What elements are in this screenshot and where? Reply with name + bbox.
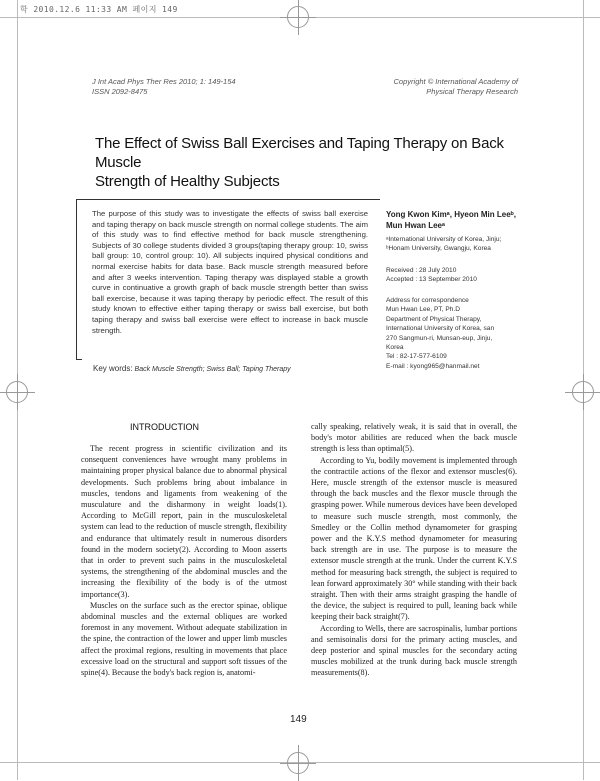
registration-mark-right-icon xyxy=(572,381,594,403)
page-number: 149 xyxy=(290,714,307,725)
correspondence-address: 270 Sangmun-ri, Munsan-eup, Jinju, xyxy=(386,334,493,342)
keywords xyxy=(93,364,291,373)
keywords-label: Key words: xyxy=(93,364,133,373)
accepted-date: Accepted : 13 September 2010 xyxy=(386,276,477,284)
journal-issn: ISSN 2092-8475 xyxy=(92,87,148,96)
correspondence-heading: Address for correspondence xyxy=(386,297,469,304)
article-dates xyxy=(386,266,520,285)
journal-citation xyxy=(92,77,236,97)
intro-paragraph-4: According to Yu, bodily movement is implemented through the contractile actions of the flexor and extensor muscles(6). Here, muscle strength of the extensor muscle is measured through the back muscles and the flexor muscle through the grasping power. While numerous devices have been developed to measure such muscle strength, most commonly, the Smedley or the Collin method dynamometer for grasping power and the K.Y.S method dynamometer for measuring back strength are in use. The purpose is to measure the extensor muscle strength at the trunk. Under the current K.Y.S method for measuring back strength, the subject is required to lean forward approximately 30° while standing with their back straight. Then with their arms straight grasping the handle of the device, the subject is required to pull, leaning back while keeping their back straight(7). xyxy=(311,455,517,622)
author-line-2: Mun Hwan Leeᵃ xyxy=(386,221,446,230)
intro-paragraph-2: Muscles on the surface such as the erector spinae, oblique abdominal muscles and the external obliques are worked foremost in any movement. Without adequate stabilization in the spine, the contraction of the lower and upper limb muscles affect the proximal regions, resulting in movements that place excessive load on the structural and support soft tissues of the spine(4). Because the body's back region is, anatomi- xyxy=(81,600,287,678)
print-timestamp: 학 2010.12.6 11:33 AM 페이지 149 xyxy=(20,5,178,14)
abstract-frame-bottom-rule xyxy=(76,359,82,360)
copyright-line-1: Copyright © International Academy of xyxy=(393,77,518,86)
journal-name: J Int Acad Phys Ther Res 2010; 1: 149-154 xyxy=(92,77,236,86)
body-column-left xyxy=(81,443,287,678)
abstract-text: The purpose of this study was to investigate the effects of swiss ball exercise and taping therapy on back muscle strength on normal college students. The aim of this study was to find effective method for back muscle strengthening. Subjects of 30 college students divided 3 groups(taping therapy group: 10, swiss ball group: 10, control group: 10). All subjects inquired physical conditions and normal exercise habits for data base. Back muscle strength measured before and after 3 weeks intervention. Taping therapy was displayed stable a growth curve in continuative a growth graph of back muscle strength better than swiss ball exercise, because it was taping therapy by periodic effect. The result of this study known to effective either taping therapy or swiss ball exercise, but both taping therapy and swiss ball exercise were effect to increase in back muscle strength. xyxy=(92,209,368,335)
correspondence-tel: Tel : 82-17-577-6109 xyxy=(386,353,447,361)
received-date: Received : 28 July 2010 xyxy=(386,267,457,274)
intro-paragraph-5: According to Wells, there are sacrospinalis, lumbar portions and semisoinalis dorsi for the primary acting muscles, and deep posterior and spinal muscles for the secondary acting muscles mobilized at the trunk during back muscle strength measurements(8). xyxy=(311,623,517,678)
intro-paragraph-1: The recent progress in scientific civilization and its consequent conveniences have wrought many problems in maintaining proper physical balance due to abnormal physical developments. Such problems bring about imbalance in muscles, tendons and ligaments from weakening of the musculature and the disharmony in weight loads(1). According to McGill report, pain in the musculoskeletal system can lead to the reduction of muscle strength, flexibility and endurance that ultimately result in numerous disorders found in the modern society(2). According to Moon asserts that in order to prevent such pains in the musculoskeletal systems, the strengthening of the abdominal muscles and the increasing the flexibility of the body is of the utmost importance(3). xyxy=(81,444,287,599)
article-title xyxy=(95,134,535,191)
affiliation-b: ᵇHonam University, Gwangju, Korea xyxy=(386,245,491,253)
affiliations xyxy=(386,235,520,254)
section-heading-introduction: INTRODUCTION xyxy=(130,422,199,432)
article-title-line-2: Strength of Healthy Subjects xyxy=(95,173,280,190)
copyright-line-2: Physical Therapy Research xyxy=(426,87,518,96)
affiliation-a: ᵃInternational University of Korea, Jinju; xyxy=(386,236,502,243)
correspondence-country: Korea xyxy=(386,344,404,352)
registration-mark-top-icon xyxy=(287,6,309,28)
correspondence-dept: Department of Physical Therapy, xyxy=(386,315,482,323)
intro-paragraph-3: cally speaking, relatively weak, it is said that in overall, the body's motor abilities are reduced when the back muscle strength is less than optimal(5). xyxy=(311,422,517,454)
author-line-1: Yong Kwon Kimᵃ, Hyeon Min Leeᵇ, xyxy=(386,210,517,219)
correspondence-university: International University of Korea, san xyxy=(386,325,495,333)
abstract-frame-top-rule xyxy=(76,199,380,200)
body-column-right xyxy=(311,421,517,679)
correspondence-block xyxy=(386,296,520,371)
registration-mark-left-icon xyxy=(6,381,28,403)
registration-mark-bottom-icon xyxy=(287,752,309,774)
correspondence-name: Mun Hwan Lee, PT, Ph.D xyxy=(386,306,461,314)
keywords-value: Back Muscle Strength; Swiss Ball; Taping Therapy xyxy=(134,366,291,373)
author-list xyxy=(386,209,520,231)
article-title-line-1: The Effect of Swiss Ball Exercises and Taping Therapy on Back Muscle xyxy=(95,135,504,171)
correspondence-email: E-mail : kyong965@hanmail.net xyxy=(386,362,480,370)
copyright-notice xyxy=(394,77,518,97)
